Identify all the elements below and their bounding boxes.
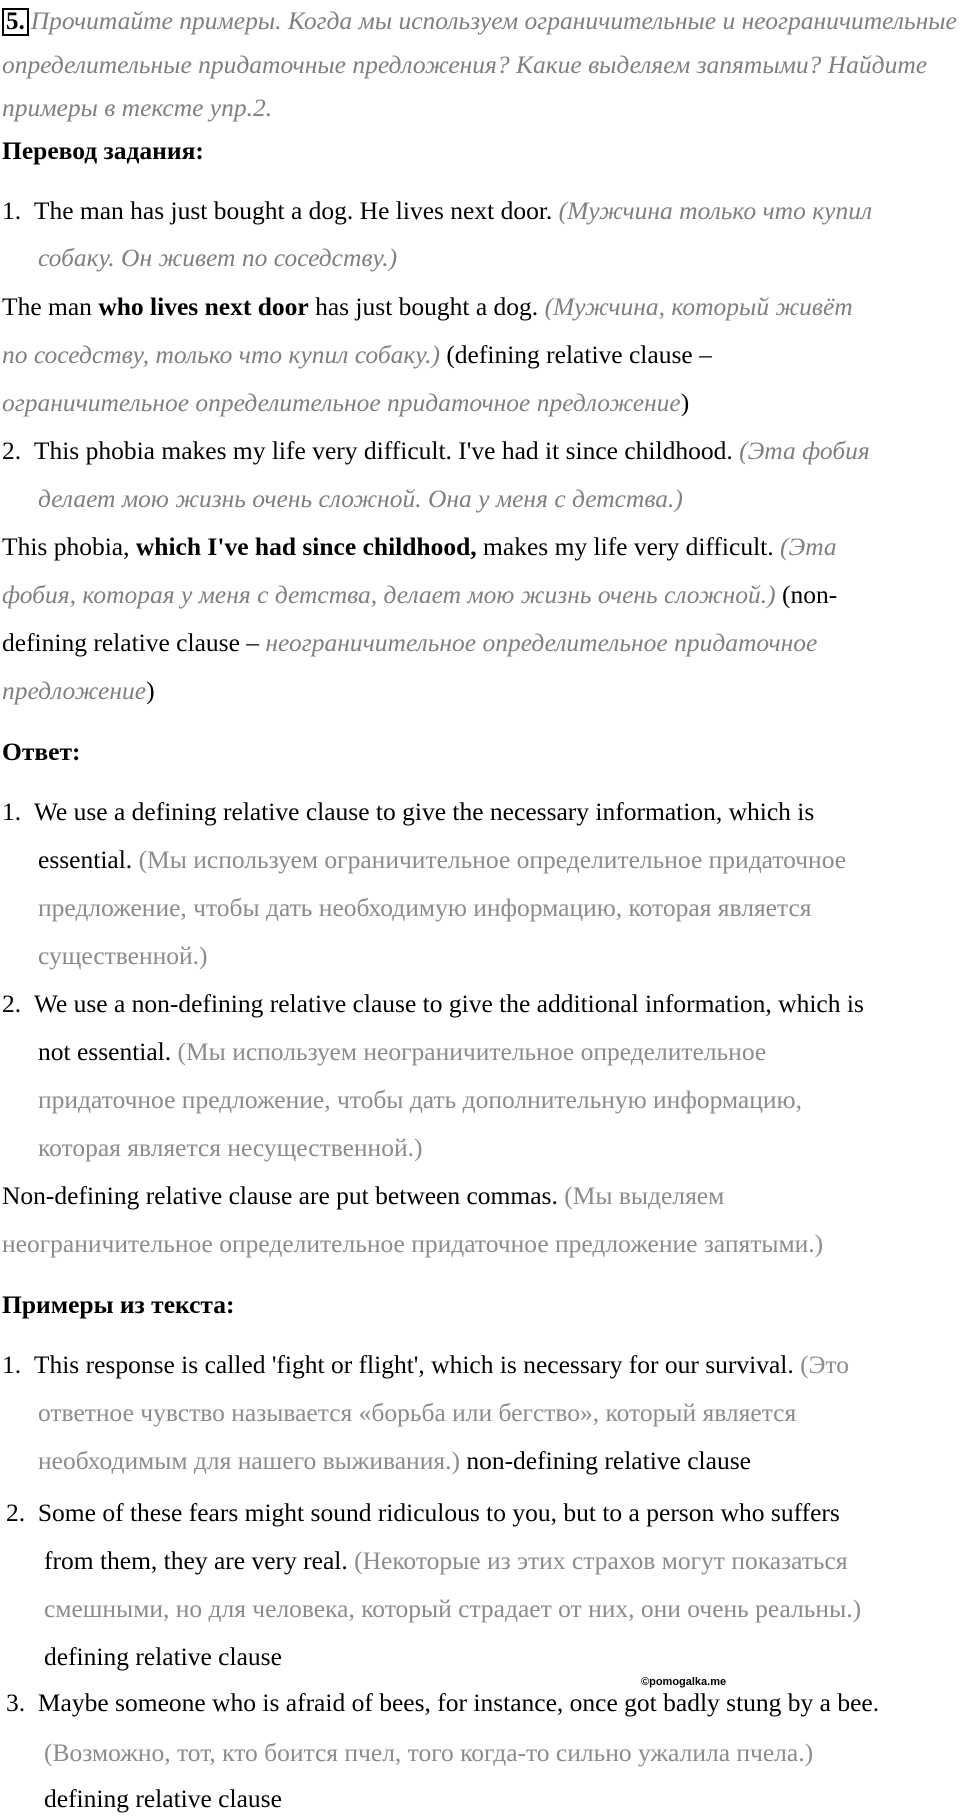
answer-1-line-1: 1. We use a defining relative clause to give the necessary information, which is <box>2 797 815 826</box>
answer-1-line-4: существенной.) <box>38 941 208 970</box>
examples-heading: Примеры из текста: <box>2 1290 235 1319</box>
example-1-line-1: 1. This response is called 'fight or flight', which is necessary for our survival. (Это <box>2 1350 849 1379</box>
answer-2-line-4: которая является несущественной.) <box>38 1133 423 1162</box>
answer-commas-line-1: Non-defining relative clause are put between commas. (Мы выделяем <box>2 1181 725 1210</box>
answer-heading: Ответ: <box>2 737 81 766</box>
example-2-line-4: defining relative clause <box>44 1642 282 1671</box>
translation-ex1-line-2: собаку. Он живет по соседству.) <box>38 243 398 272</box>
example-3-line-2: (Возможно, тот, кто боится пчел, того когда-то сильно ужалила пчела.) <box>44 1738 814 1767</box>
example-3-line-1: 3. Maybe someone who is afraid of bees, for instance, once got badly stung by a bee. <box>6 1688 880 1717</box>
task-instruction-line-2: определительные придаточные предложения? Какие выделяем запятыми? Найдите <box>2 50 928 79</box>
task-instruction-line-3: примеры в тексте упр.2. <box>2 93 273 122</box>
translation-ex1-line-1: 1. The man has just bought a dog. He lives next door. (Мужчина только что купил <box>2 196 873 225</box>
translation-ex2-line-1: 2. This phobia makes my life very difficult. I've had it since childhood. (Эта фобия <box>2 436 870 465</box>
translation-ex1-combined-line-1: The man who lives next door has just bought a dog. (Мужчина, который живёт <box>2 292 853 321</box>
answer-2-line-1: 2. We use a non-defining relative clause to give the additional information, which is <box>2 989 864 1018</box>
answer-1-line-2: essential. (Мы используем ограничительное определительное придаточное <box>38 845 847 874</box>
example-2-line-3: смешными, но для человека, который страдает от них, они очень реальны.) <box>44 1594 862 1623</box>
example-1-line-2: ответное чувство называется «борьба или бегство», который является <box>38 1398 797 1427</box>
example-2-line-1: 2. Some of these fears might sound ridiculous to you, but to a person who suffers <box>6 1498 840 1527</box>
task-instruction-line-1: 5. Прочитайте примеры. Когда мы используем ограничительные и неограничительные <box>2 6 957 36</box>
task-number: 5. <box>2 8 29 36</box>
translation-ex2-combined-line-2: фобия, которая у меня с детства, делает мою жизнь очень сложной.) (non- <box>2 580 838 609</box>
translation-ex2-combined-line-3: defining relative clause – неограничительное определительное придаточное <box>2 628 818 657</box>
example-2-line-2: from them, they are very real. (Некоторые из этих страхов могут показаться <box>44 1546 848 1575</box>
translation-ex1-combined-line-2: по соседству, только что купил собаку.) (defining relative clause – <box>2 340 712 369</box>
answer-1-line-3: предложение, чтобы дать необходимую информацию, которая является <box>38 893 812 922</box>
answer-commas-line-2: неограничительное определительное придаточное предложение запятыми.) <box>2 1229 824 1258</box>
watermark: ©pomogalka.me <box>641 1676 727 1688</box>
answer-2-line-2: not essential. (Мы используем неограничительное определительное <box>38 1037 767 1066</box>
example-3-line-3: defining relative clause <box>44 1784 282 1813</box>
translation-ex2-line-2: делает мою жизнь очень сложной. Она у меня с детства.) <box>38 484 683 513</box>
answer-2-line-3: придаточное предложение, чтобы дать дополнительную информацию, <box>38 1085 802 1114</box>
translation-ex2-combined-line-4: предложение) <box>2 676 155 705</box>
example-1-line-3: необходимым для нашего выживания.) non-defining relative clause <box>38 1446 751 1475</box>
translation-ex2-combined-line-1: This phobia, which I've had since childhood, makes my life very difficult. (Эта <box>2 532 837 561</box>
translation-heading: Перевод задания: <box>2 136 204 165</box>
translation-ex1-combined-line-3: ограничительное определительное придаточное предложение) <box>2 388 690 417</box>
